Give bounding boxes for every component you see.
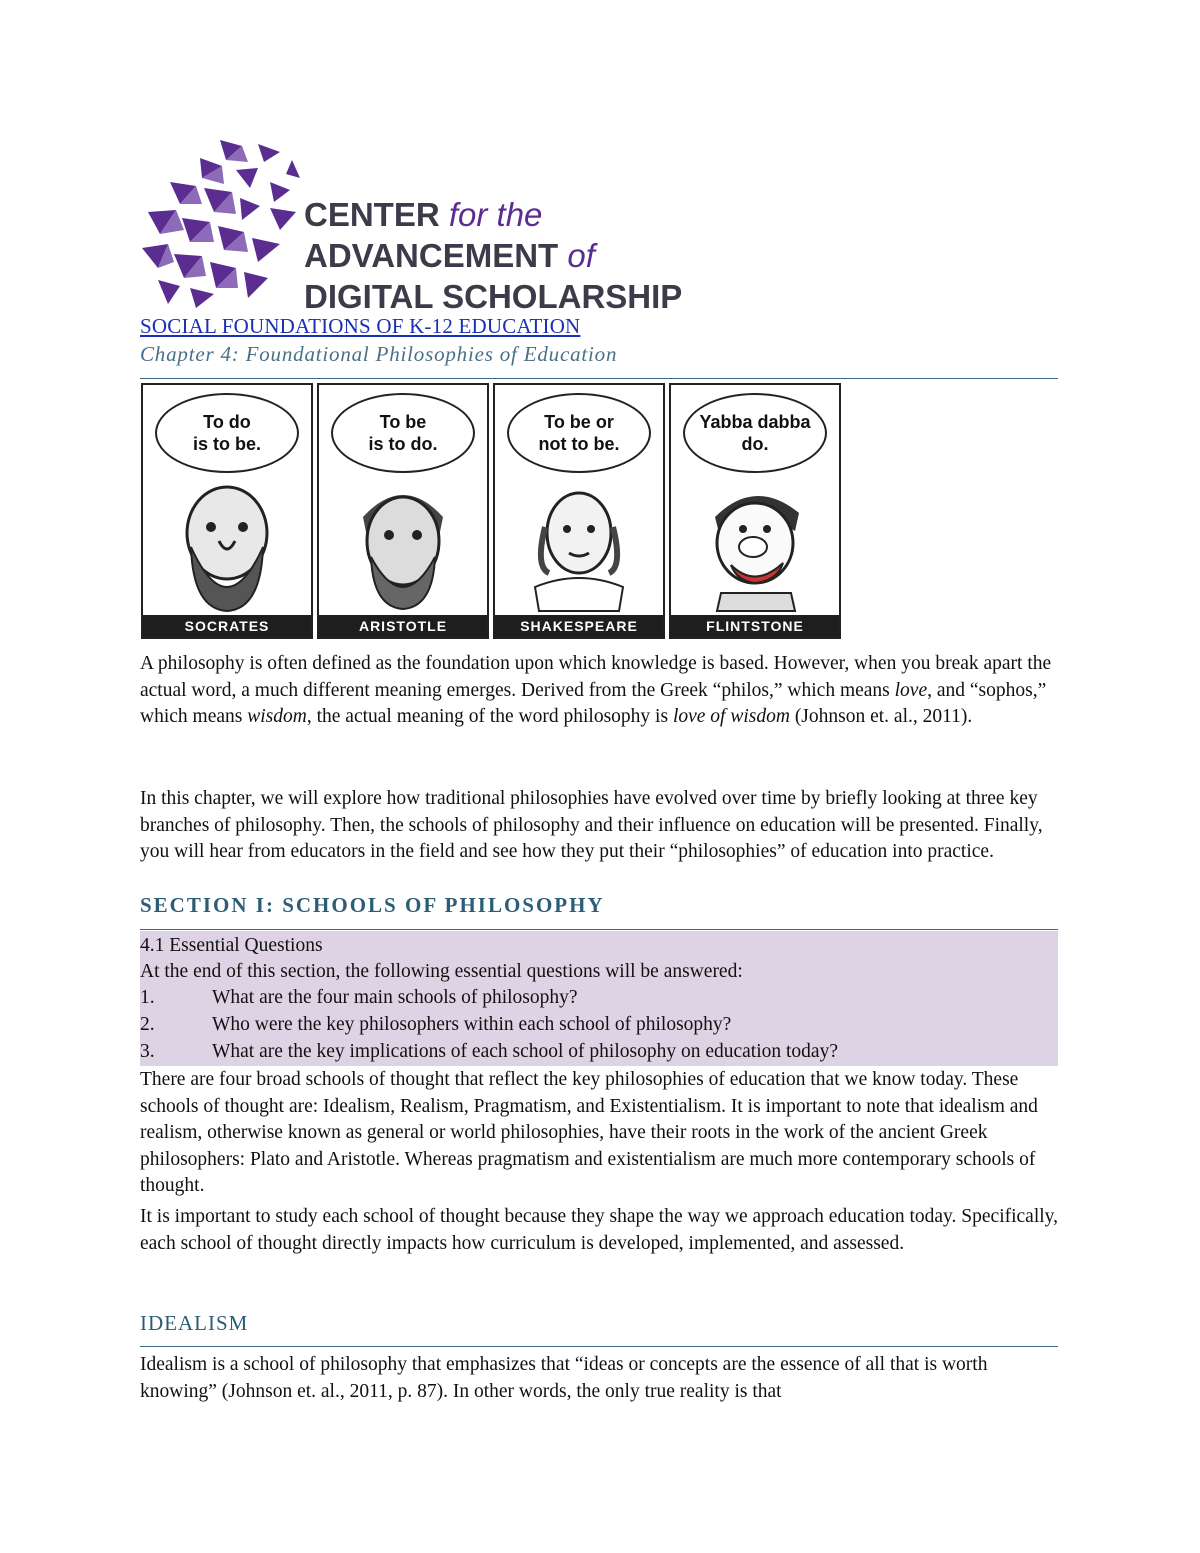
logo-line1-thin: for the [439,196,543,233]
logo-line1-bold: CENTER [304,196,440,233]
section-divider [140,929,1058,930]
flintstone-face-icon [691,477,819,613]
logo-mark-icon [140,138,300,310]
speech-bubble [331,393,475,473]
quote-line-2: is to do. [368,434,438,454]
chapter-title: Chapter 4: Foundational Philosophies of Education [140,342,618,366]
quote-line-1: Yabba dabba do. [699,412,811,454]
cads-logo [140,138,740,315]
socrates-face-icon [163,477,291,613]
essential-questions-intro: At the end of this section, the following essential questions will be answered: [140,961,743,982]
question-text: Who were the key philosophers within each school of philosophy? [212,1014,732,1035]
essential-question-3 [140,1039,838,1065]
section-1-paragraph-2: It is important to study each school of thought because they shape the way we approach education today. Specifically, each school of thought directly impacts how curriculum is developed, implemented, and assessed. [140,1206,1059,1254]
logo-line2-bold: ADVANCEMENT [304,237,559,274]
question-number: 1. [140,987,155,1008]
speech-bubble [507,393,651,473]
quote-line-2: not to be. [538,434,620,454]
question-text: What are the key implications of each school of philosophy on education today? [212,1041,838,1062]
aristotle-face-icon [339,477,467,613]
logo-line3: DIGITAL SCHOLARSHIP [304,278,683,315]
essential-questions-title: 4.1 Essential Questions [140,935,323,956]
logo-line2-thin: of [558,237,595,274]
quote-line-2: is to be. [192,434,261,454]
essential-question-2 [140,1012,731,1038]
question-text: What are the four main schools of philosophy? [212,987,578,1008]
intro-text: , the actual meaning of the word philosophy is [306,706,673,728]
logo-wordmark [304,194,682,317]
shakespeare-face-icon [515,477,643,613]
section-1-heading: SECTION I: SCHOOLS OF PHILOSOPHY [140,893,605,917]
cartoon-panel-flintstone [669,383,841,639]
essential-question-1 [140,985,578,1011]
speech-bubble [683,393,827,473]
intro-text: , and “sophos,” which means [140,679,1047,728]
intro-citation: (Johnson et. al., 2011). [789,706,973,728]
quote-line-1: To be [379,412,427,432]
name-label: SOCRATES [143,615,311,637]
idealism-paragraph-1: Idealism is a school of philosophy that emphasizes that “ideas or concepts are the essence of all that is worth knowing” (Johnson et. al., 2011, p. 87). In other words, the only true reality is that [140,1354,988,1402]
philosopher-cartoons [141,383,841,641]
intro-text: A philosophy is often defined as the foundation upon which knowledge is based. However, when you break apart the actual word, a much different meaning emerges. Derived from the Greek “philos,” which means [140,653,1052,701]
cartoon-panel-aristotle [317,383,489,639]
course-title-link[interactable]: SOCIAL FOUNDATIONS OF K-12 EDUCATION [140,314,581,338]
idealism-heading: IDEALISM [140,1311,249,1335]
cartoon-panel-shakespeare [493,383,665,639]
name-label: FLINTSTONE [671,615,839,637]
speech-bubble [155,393,299,473]
quote-line-1: To be or [544,412,614,432]
cartoon-panel-socrates [141,383,313,639]
term-love-of-wisdom: love of wisdom [672,706,790,728]
term-wisdom: wisdom [247,706,307,728]
question-number: 2. [140,1014,155,1035]
header-divider [140,378,1058,379]
name-label: ARISTOTLE [319,615,487,637]
term-love: love [894,679,928,701]
question-number: 3. [140,1041,155,1062]
name-label: SHAKESPEARE [495,615,663,637]
quote-line-1: To do [203,412,251,432]
intro-paragraph-2: In this chapter, we will explore how traditional philosophies have evolved over time by briefly looking at three key branches of philosophy. Then, the schools of philosophy and their influence on education will be presented. Finally, you will hear from educators in the field and see how they put their “philosophies” of education into practice. [140,788,1043,863]
section-1-paragraph-1: There are four broad schools of thought that reflect the key philosophies of education that we know today. These schools of thought are: Idealism, Realism, Pragmatism, and Existentialism. It is important to note that idealism and realism, otherwise known as general or world philosophies, have their roots in the work of the ancient Greek philosophers: Plato and Aristotle. Whereas pragmatism and existentialism are much more contemporary schools of thought. [140,1069,1038,1197]
intro-paragraph-1 [140,651,1060,731]
idealism-divider [140,1346,1058,1347]
